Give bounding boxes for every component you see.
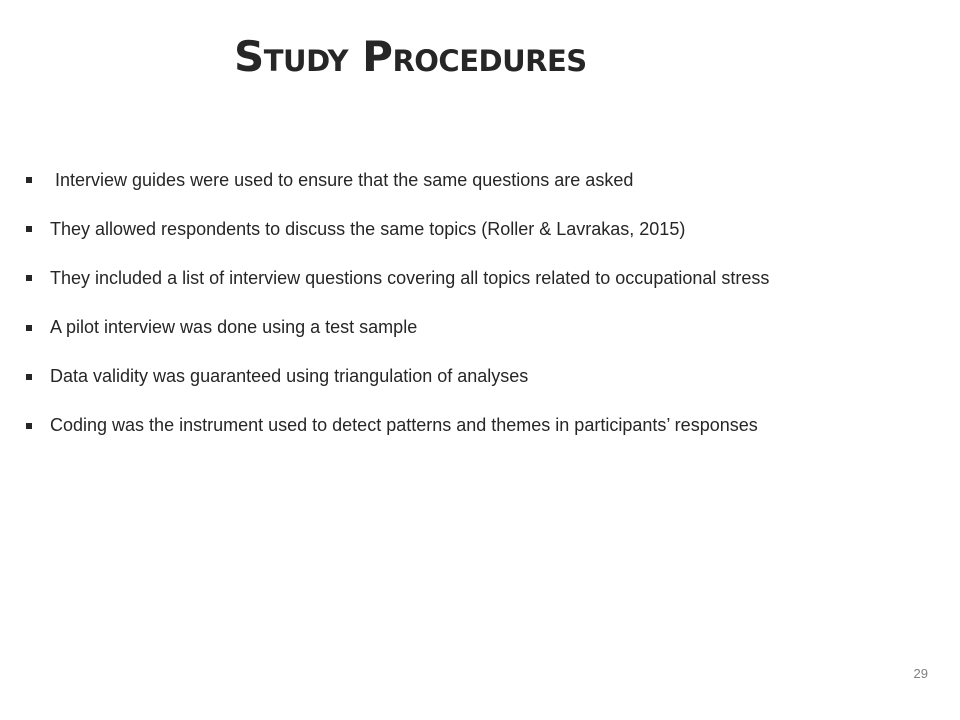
bullet-text: They allowed respondents to discuss the same topics (Roller & Lavrakas, 2015) <box>50 218 686 239</box>
bullet-text: Interview guides were used to ensure that the same questions are asked <box>50 169 634 190</box>
bullet-item <box>26 412 769 440</box>
bullet-text: They included a list of interview questions covering all topics related to occupational stress <box>50 267 770 288</box>
slide-title: Study Procedures <box>234 32 587 81</box>
square-bullet-icon <box>26 374 32 380</box>
bullet-item <box>26 314 769 342</box>
bullet-text: A pilot interview was done using a test sample <box>50 317 418 338</box>
square-bullet-icon <box>26 423 32 429</box>
bullet-text: Coding was the instrument used to detect patterns and themes in participants’ responses <box>50 415 758 436</box>
page-number: 29 <box>913 666 928 681</box>
square-bullet-icon <box>26 177 32 183</box>
bullet-text: Data validity was guaranteed using triangulation of analyses <box>50 366 529 387</box>
square-bullet-icon <box>26 226 32 232</box>
square-bullet-icon <box>26 325 32 331</box>
bullet-list <box>26 166 769 461</box>
square-bullet-icon <box>26 275 32 281</box>
bullet-item <box>26 264 769 292</box>
bullet-item <box>26 166 769 194</box>
bullet-item <box>26 363 769 391</box>
bullet-item <box>26 215 769 243</box>
